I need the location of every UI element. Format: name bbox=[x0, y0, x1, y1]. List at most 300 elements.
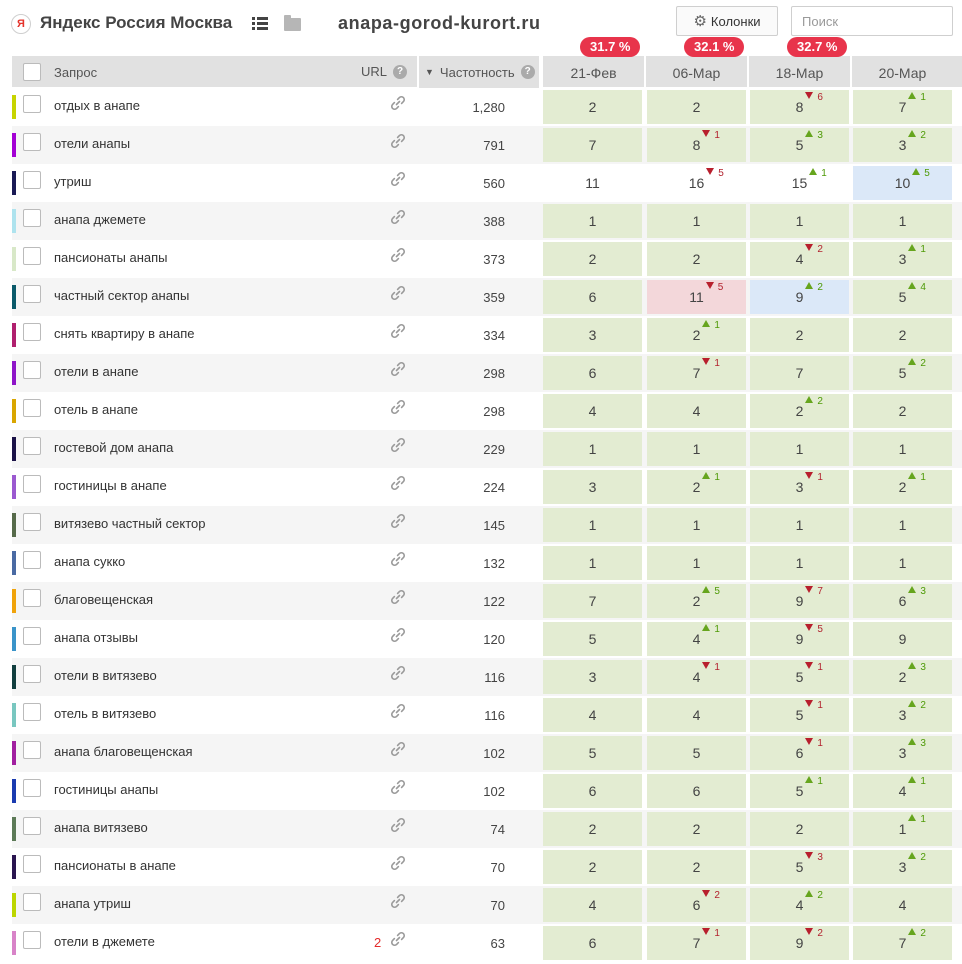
position-cell[interactable] bbox=[543, 622, 642, 656]
position-cell[interactable] bbox=[853, 242, 952, 276]
position-cell[interactable] bbox=[647, 850, 746, 884]
position-change bbox=[803, 852, 823, 863]
link-icon[interactable] bbox=[389, 892, 407, 910]
position-cell[interactable] bbox=[543, 508, 642, 542]
position-cell[interactable] bbox=[647, 812, 746, 846]
row-checkbox[interactable] bbox=[23, 665, 41, 683]
position-cell[interactable] bbox=[853, 356, 952, 390]
keyword-query[interactable]: анапа витязево bbox=[54, 820, 148, 835]
arrow-up-icon bbox=[908, 776, 916, 783]
position-value: 7 bbox=[588, 593, 597, 609]
row-checkbox[interactable] bbox=[23, 741, 41, 759]
row-checkbox[interactable] bbox=[23, 209, 41, 227]
arrow-down-icon bbox=[706, 282, 714, 289]
visibility-badge: 32.1 % bbox=[684, 37, 744, 57]
position-cell[interactable] bbox=[750, 394, 849, 428]
position-cell[interactable] bbox=[647, 660, 746, 694]
position-change-value: 5 bbox=[717, 282, 724, 293]
position-value-wrap bbox=[692, 130, 720, 153]
position-cell[interactable] bbox=[543, 812, 642, 846]
position-cell[interactable] bbox=[647, 394, 746, 428]
position-cell[interactable] bbox=[750, 622, 849, 656]
position-value-wrap bbox=[795, 928, 823, 951]
position-value: 5 bbox=[898, 365, 907, 381]
columns-button[interactable] bbox=[676, 6, 778, 36]
position-cell[interactable] bbox=[750, 660, 849, 694]
link-icon[interactable] bbox=[389, 360, 407, 378]
position-change-value: 1 bbox=[714, 472, 720, 483]
position-change bbox=[906, 472, 926, 483]
position-cell[interactable] bbox=[750, 508, 849, 542]
position-cell[interactable] bbox=[750, 584, 849, 618]
position-cell[interactable] bbox=[750, 774, 849, 808]
link-icon[interactable] bbox=[389, 208, 407, 226]
position-value: 2 bbox=[898, 669, 907, 685]
row-checkbox[interactable] bbox=[23, 513, 41, 531]
arrow-up-icon bbox=[912, 168, 920, 175]
position-cell[interactable] bbox=[647, 90, 746, 124]
position-change bbox=[906, 586, 926, 597]
position-cell[interactable] bbox=[647, 280, 746, 314]
position-cell[interactable] bbox=[853, 660, 952, 694]
position-cell[interactable] bbox=[750, 926, 849, 960]
position-value-wrap bbox=[693, 859, 701, 875]
link-icon[interactable] bbox=[389, 132, 407, 150]
position-value: 1 bbox=[692, 441, 701, 457]
position-value: 3 bbox=[898, 251, 907, 267]
link-icon[interactable] bbox=[389, 246, 407, 264]
position-cell[interactable] bbox=[853, 774, 952, 808]
frequency-value: 1,280 bbox=[472, 100, 505, 115]
position-cell[interactable] bbox=[853, 280, 952, 314]
link-icon[interactable] bbox=[389, 474, 407, 492]
frequency-value: 298 bbox=[483, 366, 505, 381]
row-checkbox[interactable] bbox=[23, 893, 41, 911]
position-value: 1 bbox=[795, 517, 804, 533]
position-value: 4 bbox=[692, 669, 701, 685]
position-value-wrap bbox=[692, 320, 720, 343]
row-checkbox[interactable] bbox=[23, 931, 41, 949]
position-value-wrap bbox=[692, 472, 720, 495]
table-row bbox=[12, 392, 962, 430]
position-cell[interactable] bbox=[647, 204, 746, 238]
keyword-query[interactable]: гостиницы анапы bbox=[54, 782, 159, 797]
position-cell[interactable] bbox=[853, 698, 952, 732]
row-checkbox[interactable] bbox=[23, 703, 41, 721]
position-change-value: 3 bbox=[920, 738, 926, 749]
position-cell[interactable] bbox=[543, 888, 642, 922]
table-row bbox=[12, 658, 962, 696]
position-value-wrap bbox=[693, 783, 701, 799]
row-checkbox[interactable] bbox=[23, 589, 41, 607]
position-value-wrap bbox=[589, 517, 597, 533]
position-cell[interactable] bbox=[647, 470, 746, 504]
keyword-query[interactable]: анапа благовещенская bbox=[54, 744, 193, 759]
position-value-wrap bbox=[692, 890, 720, 913]
keyword-color-marker bbox=[12, 95, 16, 119]
column-header-date[interactable]: 06-Мар bbox=[644, 56, 747, 88]
position-cell[interactable] bbox=[853, 470, 952, 504]
position-change bbox=[803, 282, 823, 293]
position-cell[interactable] bbox=[853, 888, 952, 922]
position-value: 2 bbox=[588, 859, 597, 875]
row-checkbox[interactable] bbox=[23, 817, 41, 835]
position-cell[interactable] bbox=[750, 280, 849, 314]
position-value-wrap bbox=[898, 928, 926, 951]
position-cell[interactable] bbox=[543, 166, 642, 200]
keyword-query[interactable]: отели анапы bbox=[54, 136, 131, 151]
position-value: 4 bbox=[588, 897, 597, 913]
position-cell[interactable] bbox=[750, 128, 849, 162]
position-change bbox=[803, 738, 823, 749]
row-checkbox[interactable] bbox=[23, 627, 41, 645]
position-cell[interactable] bbox=[647, 584, 746, 618]
frequency-value: 224 bbox=[483, 480, 505, 495]
select-all-checkbox[interactable] bbox=[23, 63, 41, 81]
folder-icon[interactable] bbox=[284, 18, 301, 31]
arrow-up-icon bbox=[702, 472, 710, 479]
keyword-query[interactable]: отель в витязево bbox=[54, 706, 157, 721]
link-icon[interactable] bbox=[389, 284, 407, 302]
link-icon[interactable] bbox=[389, 94, 407, 112]
position-value-wrap bbox=[692, 928, 720, 951]
column-header-frequency[interactable] bbox=[417, 56, 541, 88]
keyword-query[interactable]: анапа джемете bbox=[54, 212, 146, 227]
keyword-query[interactable]: гостиницы в анапе bbox=[54, 478, 167, 493]
position-cell[interactable] bbox=[543, 470, 642, 504]
table-row bbox=[12, 164, 962, 202]
position-cell[interactable] bbox=[543, 774, 642, 808]
column-header-date[interactable]: 20-Мар bbox=[850, 56, 953, 88]
position-cell[interactable] bbox=[853, 736, 952, 770]
row-checkbox[interactable] bbox=[23, 323, 41, 341]
position-value: 9 bbox=[795, 593, 804, 609]
frequency-value: 334 bbox=[483, 328, 505, 343]
table-row bbox=[12, 278, 962, 316]
keyword-query[interactable]: отели в джемете bbox=[54, 934, 155, 949]
keyword-query[interactable]: анапа сукко bbox=[54, 554, 126, 569]
position-cell[interactable] bbox=[750, 318, 849, 352]
position-value-wrap bbox=[796, 365, 804, 381]
url-count[interactable]: 2 bbox=[374, 935, 382, 950]
position-cell[interactable] bbox=[750, 470, 849, 504]
link-icon[interactable] bbox=[389, 550, 407, 568]
arrow-down-icon bbox=[702, 890, 710, 897]
position-change-value: 1 bbox=[821, 168, 827, 179]
position-value: 6 bbox=[692, 897, 701, 913]
link-icon[interactable] bbox=[389, 512, 407, 530]
position-change-value: 1 bbox=[714, 130, 720, 141]
row-checkbox[interactable] bbox=[23, 171, 41, 189]
position-cell[interactable] bbox=[647, 622, 746, 656]
position-cell[interactable] bbox=[543, 660, 642, 694]
position-cell[interactable] bbox=[647, 926, 746, 960]
position-cell[interactable] bbox=[853, 584, 952, 618]
keyword-query[interactable]: утриш bbox=[54, 174, 92, 189]
position-change bbox=[906, 700, 926, 711]
position-cell[interactable] bbox=[647, 318, 746, 352]
position-value-wrap bbox=[791, 168, 827, 191]
position-value: 9 bbox=[795, 631, 804, 647]
link-icon[interactable] bbox=[389, 398, 407, 416]
keyword-query[interactable]: витязево частный сектор bbox=[54, 516, 206, 531]
keyword-color-marker bbox=[12, 779, 16, 803]
position-value-wrap bbox=[795, 396, 823, 419]
keyword-query[interactable]: частный сектор анапы bbox=[54, 288, 190, 303]
position-cell[interactable] bbox=[853, 204, 952, 238]
position-change bbox=[807, 168, 827, 179]
position-cell[interactable] bbox=[647, 774, 746, 808]
position-value: 7 bbox=[692, 935, 701, 951]
row-checkbox[interactable] bbox=[23, 95, 41, 113]
position-cell[interactable] bbox=[750, 812, 849, 846]
position-value: 11 bbox=[585, 175, 600, 191]
position-value-wrap bbox=[693, 441, 701, 457]
position-change bbox=[700, 662, 720, 673]
position-value-wrap bbox=[589, 441, 597, 457]
position-value: 4 bbox=[588, 707, 597, 723]
position-change-value: 1 bbox=[714, 320, 720, 331]
position-value: 7 bbox=[795, 365, 804, 381]
link-icon[interactable] bbox=[389, 626, 407, 644]
column-header-url bbox=[361, 64, 407, 79]
position-cell[interactable] bbox=[543, 850, 642, 884]
position-cell[interactable] bbox=[543, 204, 642, 238]
position-cell[interactable] bbox=[647, 698, 746, 732]
row-checkbox[interactable] bbox=[23, 779, 41, 797]
keyword-query[interactable]: снять квартиру в анапе bbox=[54, 326, 195, 341]
keyword-query[interactable]: благовещенская bbox=[54, 592, 154, 607]
position-value: 4 bbox=[588, 403, 597, 419]
position-value-wrap bbox=[795, 852, 823, 875]
position-value-wrap bbox=[795, 662, 823, 685]
column-header-query[interactable]: Запрос bbox=[54, 65, 98, 80]
position-cell[interactable] bbox=[543, 128, 642, 162]
position-value-wrap bbox=[692, 586, 720, 609]
position-change bbox=[906, 358, 926, 369]
keyword-color-marker bbox=[12, 437, 16, 461]
position-cell[interactable] bbox=[543, 926, 642, 960]
position-cell[interactable] bbox=[543, 546, 642, 580]
table-row bbox=[12, 696, 962, 734]
link-icon[interactable] bbox=[389, 436, 407, 454]
keyword-query[interactable]: отдых в анапе bbox=[54, 98, 140, 113]
position-cell[interactable] bbox=[853, 850, 952, 884]
help-icon[interactable]: ? bbox=[521, 65, 535, 79]
arrow-down-icon bbox=[805, 624, 813, 631]
position-change-value: 7 bbox=[817, 586, 823, 597]
position-value: 5 bbox=[795, 783, 804, 799]
position-cell[interactable] bbox=[543, 280, 642, 314]
position-cell[interactable] bbox=[750, 204, 849, 238]
position-value: 6 bbox=[588, 289, 597, 305]
position-cell[interactable] bbox=[853, 394, 952, 428]
position-change bbox=[803, 472, 823, 483]
column-header-date[interactable]: 18-Мар bbox=[747, 56, 850, 88]
position-value: 6 bbox=[692, 783, 701, 799]
position-change bbox=[906, 244, 926, 255]
position-value-wrap bbox=[899, 403, 907, 419]
link-icon[interactable] bbox=[389, 588, 407, 606]
keyword-color-marker bbox=[12, 399, 16, 423]
search-input[interactable] bbox=[791, 6, 953, 36]
position-cell[interactable] bbox=[750, 242, 849, 276]
position-value: 10 bbox=[894, 175, 911, 191]
row-checkbox[interactable] bbox=[23, 247, 41, 265]
arrow-up-icon bbox=[809, 168, 817, 175]
keyword-color-marker bbox=[12, 133, 16, 157]
position-cell[interactable] bbox=[853, 432, 952, 466]
position-cell[interactable] bbox=[853, 926, 952, 960]
position-change-value: 6 bbox=[817, 92, 823, 103]
position-cell[interactable] bbox=[853, 166, 952, 200]
position-cell[interactable] bbox=[543, 394, 642, 428]
arrow-down-icon bbox=[706, 168, 714, 175]
row-checkbox[interactable] bbox=[23, 855, 41, 873]
position-cell[interactable] bbox=[750, 546, 849, 580]
position-cell[interactable] bbox=[647, 888, 746, 922]
keyword-color-marker bbox=[12, 209, 16, 233]
position-cell[interactable] bbox=[853, 546, 952, 580]
position-cell[interactable] bbox=[647, 546, 746, 580]
keyword-query[interactable]: отели в анапе bbox=[54, 364, 139, 379]
position-cell[interactable] bbox=[543, 736, 642, 770]
position-cell[interactable] bbox=[647, 432, 746, 466]
link-icon[interactable] bbox=[389, 702, 407, 720]
keyword-color-marker bbox=[12, 551, 16, 575]
link-icon[interactable] bbox=[389, 930, 407, 948]
position-cell[interactable] bbox=[543, 318, 642, 352]
position-cell[interactable] bbox=[853, 812, 952, 846]
link-icon[interactable] bbox=[389, 778, 407, 796]
link-icon[interactable] bbox=[389, 664, 407, 682]
table-row bbox=[12, 734, 962, 772]
link-icon[interactable] bbox=[389, 816, 407, 834]
position-value: 6 bbox=[588, 935, 597, 951]
search-engine-region[interactable]: Яндекс Россия Москва bbox=[40, 13, 233, 32]
site-domain[interactable]: anapa-gorod-kurort.ru bbox=[338, 13, 541, 33]
position-cell[interactable] bbox=[647, 508, 746, 542]
position-cell[interactable] bbox=[853, 318, 952, 352]
arrow-up-icon bbox=[702, 586, 710, 593]
frequency-value: 63 bbox=[490, 936, 505, 951]
position-cell[interactable] bbox=[853, 622, 952, 656]
position-value: 4 bbox=[692, 403, 701, 419]
arrow-down-icon bbox=[805, 662, 813, 669]
position-cell[interactable] bbox=[853, 128, 952, 162]
position-change bbox=[803, 662, 823, 673]
position-value-wrap bbox=[589, 365, 597, 381]
position-change-value: 5 bbox=[714, 586, 720, 597]
position-change bbox=[700, 472, 720, 483]
keyword-query[interactable]: гостевой дом анапа bbox=[54, 440, 174, 455]
position-value-wrap bbox=[796, 441, 804, 457]
position-cell[interactable] bbox=[543, 584, 642, 618]
position-value: 5 bbox=[795, 707, 804, 723]
position-cell[interactable] bbox=[750, 356, 849, 390]
position-value: 5 bbox=[795, 137, 804, 153]
position-change-value: 2 bbox=[714, 890, 720, 901]
row-checkbox[interactable] bbox=[23, 551, 41, 569]
position-cell[interactable] bbox=[750, 736, 849, 770]
link-icon[interactable] bbox=[389, 322, 407, 340]
position-change bbox=[803, 586, 823, 597]
position-value-wrap bbox=[899, 213, 907, 229]
help-icon[interactable]: ? bbox=[393, 65, 407, 79]
position-cell[interactable] bbox=[543, 698, 642, 732]
position-cell[interactable] bbox=[543, 242, 642, 276]
position-value-wrap bbox=[693, 403, 701, 419]
row-checkbox[interactable] bbox=[23, 133, 41, 151]
row-checkbox[interactable] bbox=[23, 475, 41, 493]
column-header-date[interactable]: 21-Фев bbox=[541, 56, 644, 88]
position-change-value: 1 bbox=[714, 624, 720, 635]
position-cell[interactable] bbox=[647, 356, 746, 390]
position-cell[interactable] bbox=[750, 698, 849, 732]
position-value-wrap bbox=[898, 814, 926, 837]
table-row bbox=[12, 772, 962, 810]
row-checkbox[interactable] bbox=[23, 399, 41, 417]
position-value: 1 bbox=[898, 441, 907, 457]
position-cell[interactable] bbox=[543, 432, 642, 466]
frequency-value: 560 bbox=[483, 176, 505, 191]
position-cell[interactable] bbox=[750, 888, 849, 922]
keyword-query[interactable]: анапа утриш bbox=[54, 896, 131, 911]
position-change-value: 2 bbox=[920, 852, 926, 863]
keyword-query[interactable]: отель в анапе bbox=[54, 402, 138, 417]
position-cell[interactable] bbox=[853, 508, 952, 542]
keyword-query[interactable]: пансионаты анапы bbox=[54, 250, 168, 265]
keyword-query[interactable]: пансионаты в анапе bbox=[54, 858, 176, 873]
position-cell[interactable] bbox=[647, 736, 746, 770]
table-row bbox=[12, 924, 962, 962]
position-cell[interactable] bbox=[750, 166, 849, 200]
link-icon[interactable] bbox=[389, 740, 407, 758]
arrow-down-icon bbox=[805, 852, 813, 859]
keyword-query[interactable]: анапа отзывы bbox=[54, 630, 138, 645]
position-value-wrap bbox=[589, 213, 597, 229]
position-cell[interactable] bbox=[750, 850, 849, 884]
position-value-wrap bbox=[589, 859, 597, 875]
position-cell[interactable] bbox=[543, 90, 642, 124]
list-icon[interactable] bbox=[252, 17, 268, 31]
frequency-value: 229 bbox=[483, 442, 505, 457]
frequency-value: 74 bbox=[490, 822, 505, 837]
position-value-wrap bbox=[689, 282, 724, 305]
table-row bbox=[12, 430, 962, 468]
frequency-value: 359 bbox=[483, 290, 505, 305]
position-cell[interactable] bbox=[750, 90, 849, 124]
position-cell[interactable] bbox=[853, 90, 952, 124]
keyword-color-marker bbox=[12, 513, 16, 537]
position-value: 2 bbox=[692, 821, 701, 837]
position-cell[interactable] bbox=[543, 356, 642, 390]
row-checkbox[interactable] bbox=[23, 361, 41, 379]
position-change bbox=[700, 928, 720, 939]
position-cell[interactable] bbox=[647, 242, 746, 276]
row-checkbox[interactable] bbox=[23, 437, 41, 455]
row-checkbox[interactable] bbox=[23, 285, 41, 303]
link-icon[interactable] bbox=[389, 170, 407, 188]
position-value-wrap bbox=[899, 441, 907, 457]
arrow-up-icon bbox=[908, 662, 916, 669]
position-cell[interactable] bbox=[647, 166, 746, 200]
position-cell[interactable] bbox=[750, 432, 849, 466]
keyword-query[interactable]: отели в витязево bbox=[54, 668, 157, 683]
position-cell[interactable] bbox=[647, 128, 746, 162]
link-icon[interactable] bbox=[389, 854, 407, 872]
position-change bbox=[704, 168, 724, 179]
